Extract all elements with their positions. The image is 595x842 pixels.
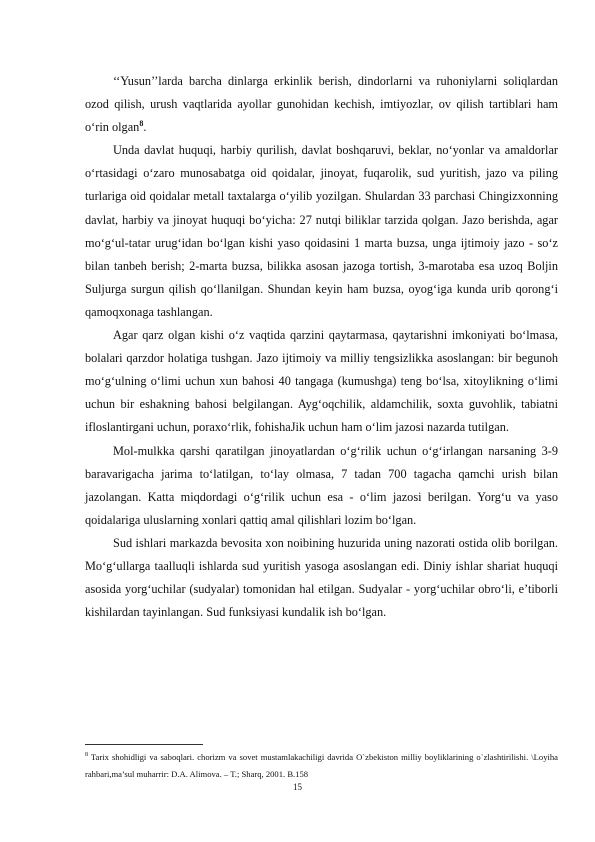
- paragraph-1-text: ‘‘Yusun’’larda barcha dinlarga erkinlik berish, dindorlarni va ruhoniylarni soliqlardan ozod qilish, urush vaqtlarida ayollar gunohidan kechish, imtiyozlar, ov qilish tartiblari ham o‘rin olgan: [85, 74, 558, 135]
- page-number: 15: [293, 782, 302, 792]
- footnote-reference[interactable]: 8: [139, 119, 144, 129]
- paragraph-4: Mol-mulkka qarshi qaratilgan jinoyatlardan o‘g‘rilik uchun o‘g‘irlangan narsaning 3-9 baravarigacha jarima to‘latilgan, to‘lay olmasa, 7 tadan 700 tagacha qamchi urish bilan jazolangan. Katta miqdordagi o‘g‘rilik uchun esa - o‘lim jazosi berilgan. Yorg‘u va yaso qoidalariga uluslarning xonlari qattiq amal qilishlari lozim bo‘lgan.: [85, 443, 558, 527]
- paragraph-1-end: .: [143, 120, 147, 135]
- footnote-text: Tarix shohidligi va saboqlari. chorizm va sovet mustamlakachiligi davrida O`zbekiston milliy boyliklarining o`zlashtirilishi. \Loyiha rahbari,ma’sul muharrir: D.A. Alimova. – T.; Sharq, 2001. B.158: [85, 752, 558, 779]
- footnote: [85, 749, 558, 783]
- paragraph-5: Sud ishlari markazda bevosita xon noibining huzurida uning nazorati ostida olib borilgan. Mo‘g‘ullarga taalluqli ishlarda sud yuritish yasoga asoslangan edi. Diniy ishlar shariat huquqi asosida yorg‘uchilar (sudyalar) tomonidan hal etilgan. Sudyalar - yorg‘uchilar obro‘li, e’tiborli kishilardan tayinlangan. Sud funksiyasi kundalik ish bo‘lgan.: [85, 535, 558, 620]
- body-text: [85, 70, 558, 624]
- paragraph-2: Unda davlat huquqi, harbiy qurilish, davlat boshqaruvi, beklar, no‘yonlar va amaldorlar o‘rtasidagi o‘zaro munosabatga oid qoidalar, jinoyat, fuqarolik, sud yuritish, jazo va piling turlariga oid qoidalar metall taxtalarga o‘yilib yozilgan. Shulardan 33 parchasi Chingizxonning davlat, harbiy va jinoyat huquqi bo‘yicha: 27 nutqi biliklar tarzida qolgan. Jazo berishda, agar mo‘g‘ul-tatar urug‘idan bo‘lgan kishi yaso qoidasini 1 marta buzsa, unga ijtimoiy jazo - so‘z bilan tanbeh berish; 2-marta buzsa, bilikka asosan jazoga tortish, 3-marotaba esa uzoq Boljin Suljurga surgun qilish qo‘llanilgan. Shundan keyin ham buzsa, oyog‘iga kunda urib qorong‘i qamoqxonaga tashlangan.: [85, 143, 558, 319]
- paragraph-1: [85, 70, 558, 139]
- footnote-divider: [85, 744, 203, 745]
- footnote-marker: 8: [85, 752, 88, 759]
- paragraph-3: Agar qarz olgan kishi o‘z vaqtida qarzini qaytarmasa, qaytarishni imkoniyati bo‘lmasa, bolalari qarzdor holatiga tushgan. Jazo ijtimoiy va milliy tengsizlikka asoslangan: bir begunoh mo‘g‘ulning o‘limi uchun xun bahosi 40 tangaga (kumushga) teng bo‘lsa, xitoylikning o‘limi uchun bir eshakning bahosi belgilangan. Ayg‘oqchilik, aldamchilik, soxta guvohlik, tabiatni ifloslantirgani uchun, poraxo‘rlik, fohishaJik uchun ham o‘lim jazosi nazarda tutilgan.: [85, 328, 558, 435]
